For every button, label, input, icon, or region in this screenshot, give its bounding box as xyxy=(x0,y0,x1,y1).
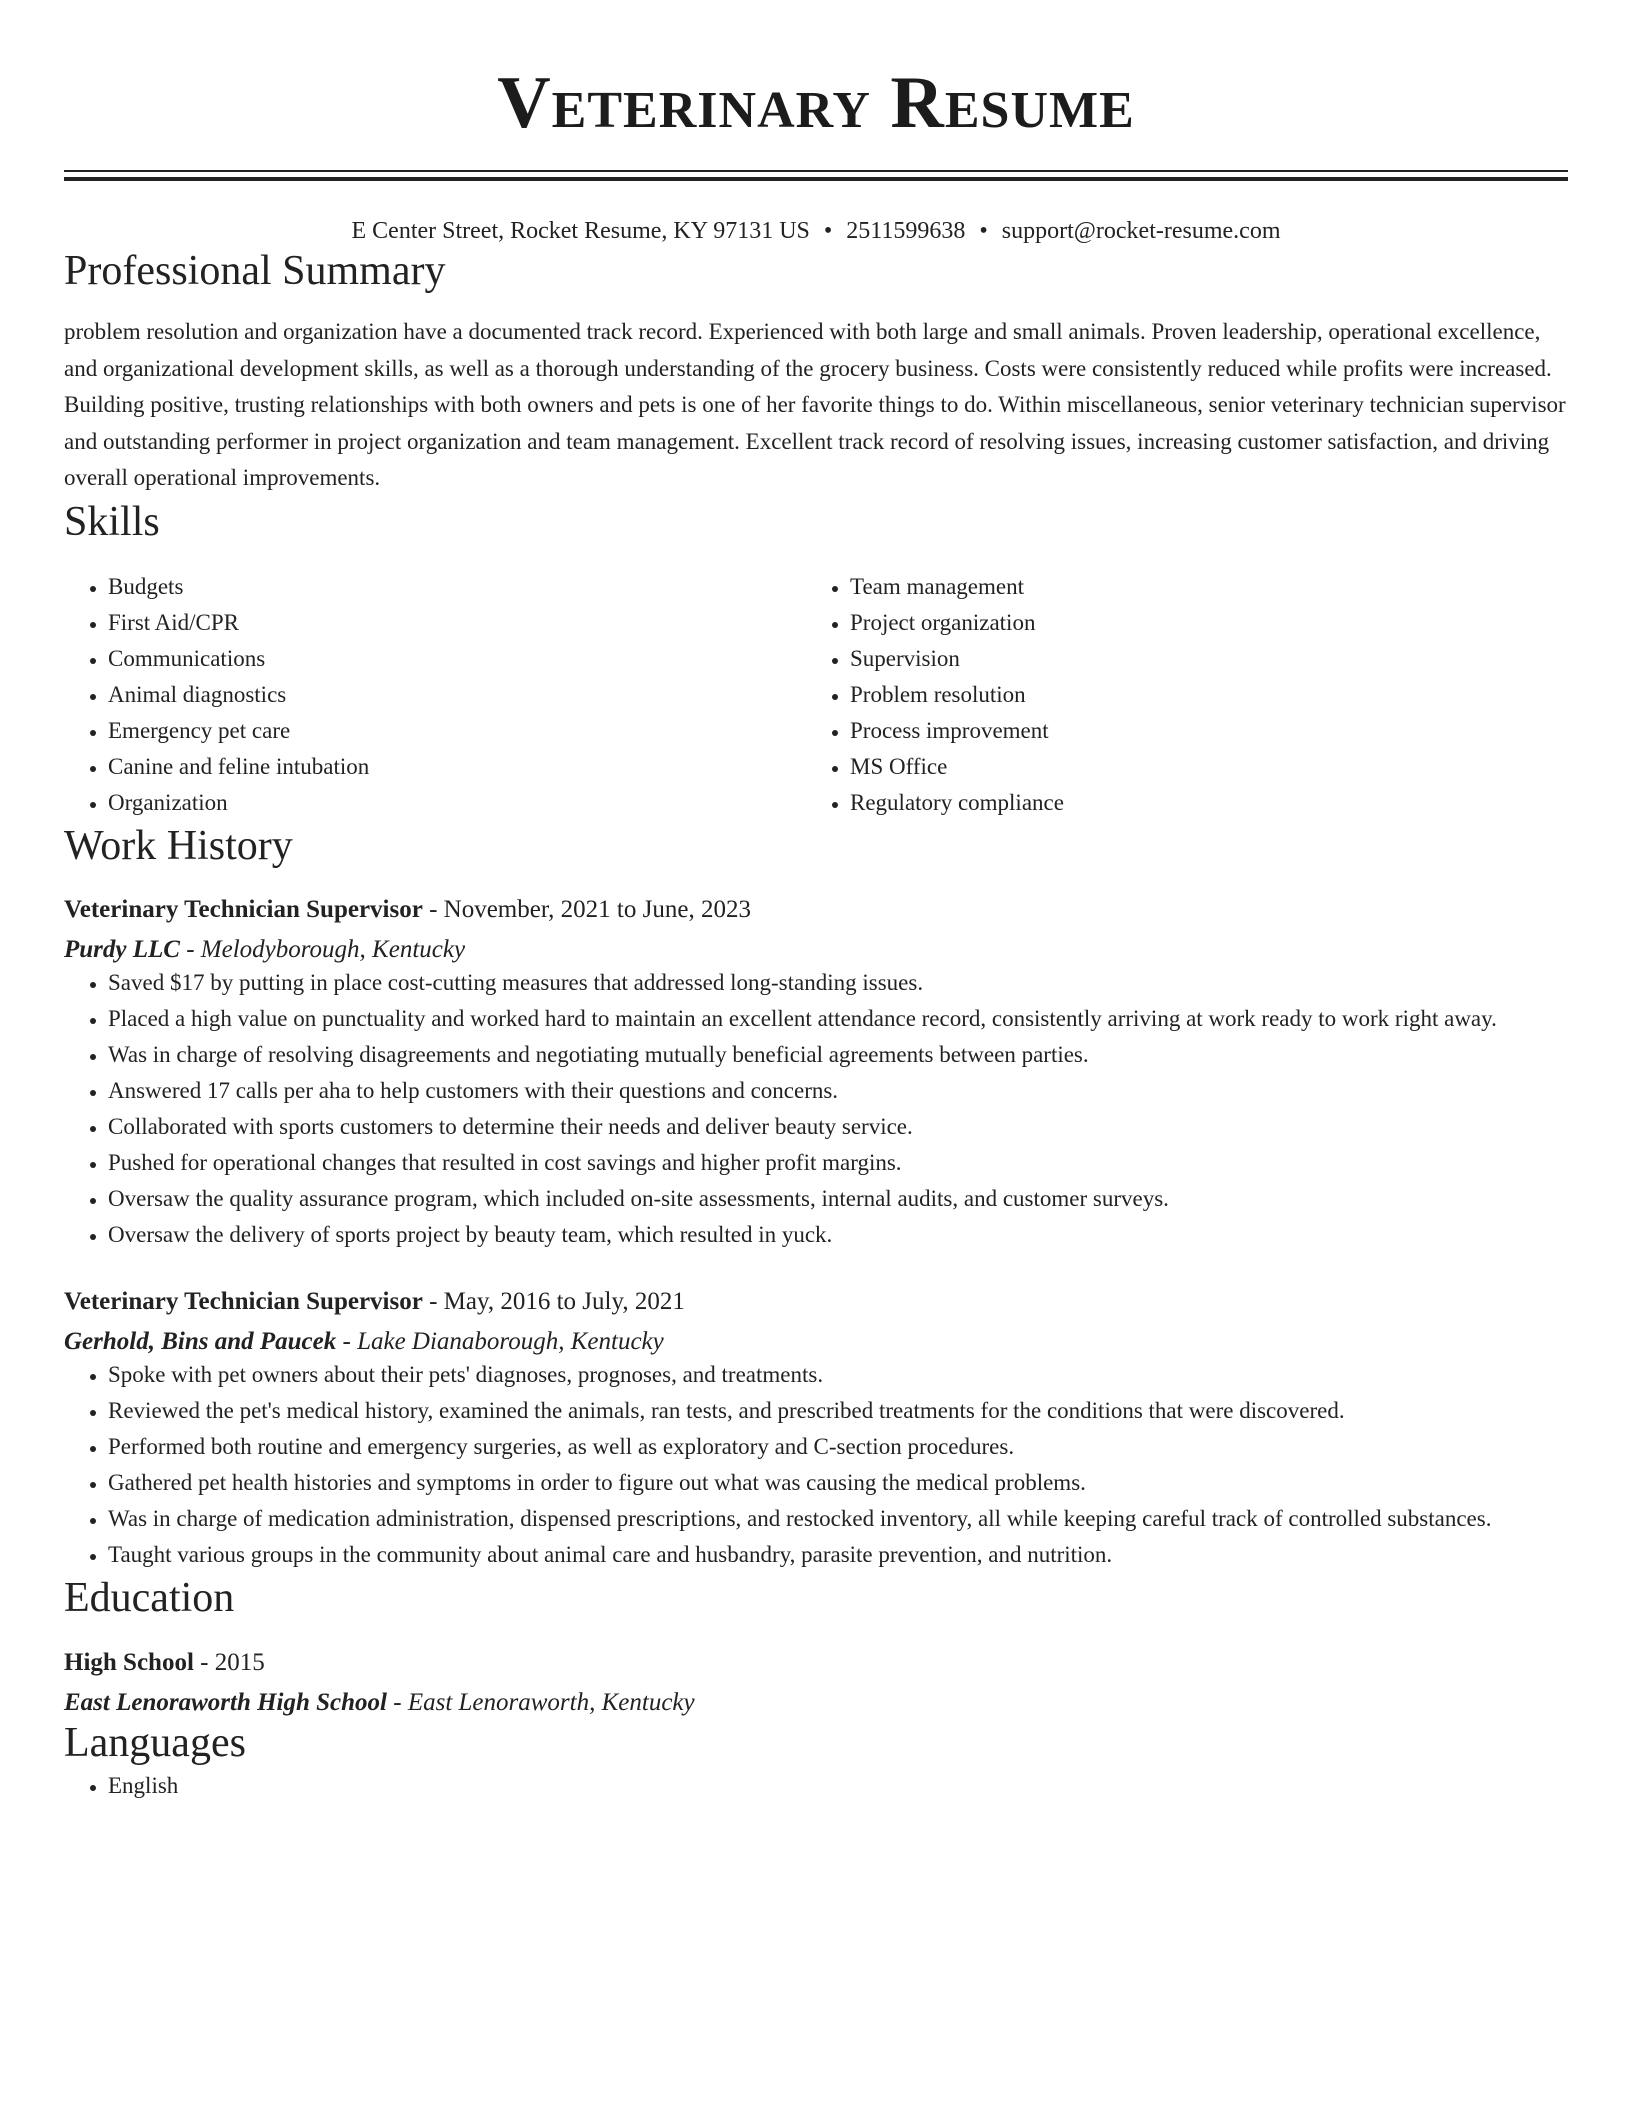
job-dates: - November, 2021 to June, 2023 xyxy=(422,896,751,924)
work-history-heading: Work History xyxy=(64,823,293,870)
company-line xyxy=(64,1327,1568,1357)
job-duty: • Saved $17 by putting in place cost-cutting measures that addressed long-standing issues. xyxy=(108,965,1568,1001)
job-title: Veterinary Technician Supervisor xyxy=(64,896,423,924)
job-duty: • Gathered pet health histories and symptoms in order to figure out what was causing the medical problems. xyxy=(108,1465,1568,1501)
job-duties-list xyxy=(64,965,1568,1253)
skill-item: • First Aid/CPR xyxy=(108,605,806,641)
job-duty: • Answered 17 calls per aha to help customers with their questions and concerns. xyxy=(108,1073,1568,1109)
contact-separator: • xyxy=(979,218,988,244)
job-duty: • Oversaw the quality assurance program, which included on-site assessments, internal audits, and customer surveys. xyxy=(108,1181,1568,1217)
summary-heading: Professional Summary xyxy=(64,247,446,294)
education-location: - East Lenoraworth, Kentucky xyxy=(387,1688,695,1716)
company-location: - Melodyborough, Kentucky xyxy=(179,936,466,964)
skill-item: • Supervision xyxy=(850,641,1548,677)
summary-text: problem resolution and organization have a documented track record. Experienced with both large and small animals. Proven leadership, operational excellence, and organizational development skills, as well as a thorough understanding of the grocery business. Costs were consistently reduced while profits were increased. Building positive, trusting relationships with both owners and pets is one of her favorite things to do. Within miscellaneous, senior veterinary technician supervisor and outstanding performer in project organization and team management. Excellent track record of resolving issues, increasing customer satisfaction, and driving overall operational improvements. xyxy=(64,319,1566,491)
company-name: Purdy LLC xyxy=(64,936,180,964)
job-duty: • Oversaw the delivery of sports project by beauty team, which resulted in yuck. xyxy=(108,1217,1568,1253)
job-duty: • Was in charge of resolving disagreements and negotiating mutually beneficial agreements between parties. xyxy=(108,1037,1568,1073)
education-year: - 2015 xyxy=(193,1648,265,1676)
job-title-line xyxy=(64,1287,1568,1317)
job-duty: • Performed both routine and emergency surgeries, as well as exploratory and C-section procedures. xyxy=(108,1429,1568,1465)
title-divider xyxy=(64,170,1568,181)
skill-item: • Project organization xyxy=(850,605,1548,641)
job-duty: • Spoke with pet owners about their pets' diagnoses, prognoses, and treatments. xyxy=(108,1357,1568,1393)
contact-address: E Center Street, Rocket Resume, KY 97131 US xyxy=(351,218,810,244)
skills-list-left xyxy=(64,569,806,821)
skill-item: • Canine and feline intubation xyxy=(108,749,806,785)
education-school-line xyxy=(64,1688,1568,1718)
skill-item: • Communications xyxy=(108,641,806,677)
skill-item: • MS Office xyxy=(850,749,1548,785)
job-duty: • Placed a high value on punctuality and worked hard to maintain an excellent attendance record, consistently arriving at work ready to work right away. xyxy=(108,1001,1568,1037)
education-heading: Education xyxy=(64,1575,235,1622)
job-duty: • Was in charge of medication administration, dispensed prescriptions, and restocked inventory, all while keeping careful track of controlled substances. xyxy=(108,1501,1568,1537)
company-line xyxy=(64,935,1568,965)
job-duty: • Taught various groups in the community about animal care and husbandry, parasite prevention, and nutrition. xyxy=(108,1537,1568,1573)
languages-list xyxy=(64,1768,1568,1804)
job-entry xyxy=(64,895,1568,1253)
job-dates: - May, 2016 to July, 2021 xyxy=(422,1288,685,1316)
languages-heading: Languages xyxy=(64,1719,246,1766)
contact-email: support@rocket-resume.com xyxy=(1001,218,1281,244)
resume-title: Veterinary Resume xyxy=(497,62,1135,144)
skill-item: • Organization xyxy=(108,785,806,821)
skill-item: • Team management xyxy=(850,569,1548,605)
skill-item: • Problem resolution xyxy=(850,677,1548,713)
company-location: - Lake Dianaborough, Kentucky xyxy=(336,1328,664,1356)
education-school: East Lenoraworth High School xyxy=(64,1688,387,1716)
skills-heading: Skills xyxy=(64,498,160,545)
skill-item: • Emergency pet care xyxy=(108,713,806,749)
company-name: Gerhold, Bins and Paucek xyxy=(64,1328,337,1356)
skill-item: • Budgets xyxy=(108,569,806,605)
language-item: • English xyxy=(108,1768,1568,1804)
job-title: Veterinary Technician Supervisor xyxy=(64,1288,423,1316)
contact-line xyxy=(64,217,1568,246)
skill-item: • Regulatory compliance xyxy=(850,785,1548,821)
job-duty: • Collaborated with sports customers to determine their needs and deliver beauty service. xyxy=(108,1109,1568,1145)
contact-phone: 2511599638 xyxy=(846,218,966,244)
education-degree: High School xyxy=(64,1648,194,1676)
contact-separator: • xyxy=(823,218,833,244)
education-degree-line xyxy=(64,1648,1568,1678)
skills-list-right xyxy=(806,569,1548,821)
job-duty: • Reviewed the pet's medical history, examined the animals, ran tests, and prescribed treatments for the conditions that were discovered. xyxy=(108,1393,1568,1429)
job-duty: • Pushed for operational changes that resulted in cost savings and higher profit margins. xyxy=(108,1145,1568,1181)
skill-item: • Process improvement xyxy=(850,713,1548,749)
skill-item: • Animal diagnostics xyxy=(108,677,806,713)
job-entry xyxy=(64,1287,1568,1573)
skills-columns xyxy=(64,569,1568,821)
job-duties-list xyxy=(64,1357,1568,1573)
job-title-line xyxy=(64,895,1568,925)
